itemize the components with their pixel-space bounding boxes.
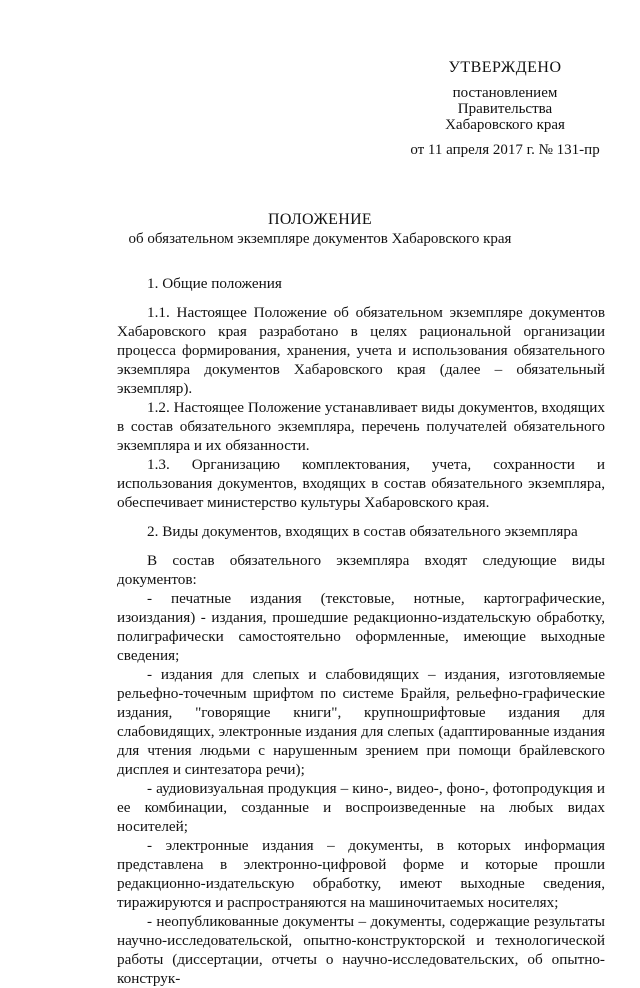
list-item-printed: - печатные издания (текстовые, нотные, картографические, изоиздания) - издания, прошедшие редакционно-издательскую обработку, полиграфически самостоятельно оформленные, имеющие выходные сведения;	[117, 590, 605, 664]
paragraph-1-1: 1.1. Настоящее Положение об обязательном экземпляре документов Хабаровского края разработано в целях рациональной организации процесса формирования, хранения, учета и использования обязательного экземпляра документов Хабаровского края (далее – обязательный экземпляр).	[117, 304, 605, 397]
list-item-unpublished: - неопубликованные документы – документы, содержащие результаты научно-исследовательской, опытно-конструкторской и технологической работы (диссертации, отчеты о научно-исследовательских, об опытно-конструк-	[117, 913, 605, 987]
document-body	[117, 274, 605, 988]
list-item-electronic: - электронные издания – документы, в которых информация представлена в электронно-цифровой форме и которые прошли редакционно-издательскую обработку, имеют выходные сведения, тиражируются и распространяются на машиночитаемых носителях;	[117, 837, 605, 911]
approval-line-1: постановлением	[452, 85, 558, 101]
document-title: ПОЛОЖЕНИЕ	[267, 211, 372, 228]
document-subtitle: об обязательном экземпляре документов Хабаровского края	[128, 231, 512, 247]
section-2-heading: 2. Виды документов, входящих в состав обязательного экземпляра	[147, 523, 578, 540]
section-1-heading: 1. Общие положения	[147, 275, 282, 292]
approval-line-2: Правительства	[457, 101, 553, 117]
approval-line-3: Хабаровского края	[445, 117, 565, 133]
paragraph-1-2: 1.2. Настоящее Положение устанавливает виды документов, входящих в состав обязательного экземпляра, перечень получателей обязательного экземпляра и их обязанности.	[117, 399, 605, 454]
paragraph-1-3: 1.3. Организацию комплектования, учета, сохранности и использования документов, входящих в состав обязательного экземпляра, обеспечивает министерство культуры Хабаровского края.	[117, 456, 605, 511]
section-2-intro: В состав обязательного экземпляра входят следующие виды документов:	[117, 552, 605, 588]
approval-date: от 11 апреля 2017 г. № 131-пр	[410, 142, 600, 158]
approval-stamp	[405, 60, 605, 158]
approval-title: УТВЕРЖДЕНО	[448, 59, 562, 76]
list-item-blind: - издания для слепых и слабовидящих – издания, изготовляемые рельефно-точечным шрифтом по системе Брайля, рельефно-графические издания, "говорящие книги", крупношрифтовые издания для слабовидящих, электронные издания для слепых (адаптированные издания для чтения людьми с нарушенным зрением при помощи брайлевского дисплея и синтезатора речи);	[117, 666, 605, 778]
list-item-audiovisual: - аудиовизуальная продукция – кино-, видео-, фоно-, фотопродукция и ее комбинации, созданные и воспроизведенные на любых видах носителей;	[117, 780, 605, 835]
